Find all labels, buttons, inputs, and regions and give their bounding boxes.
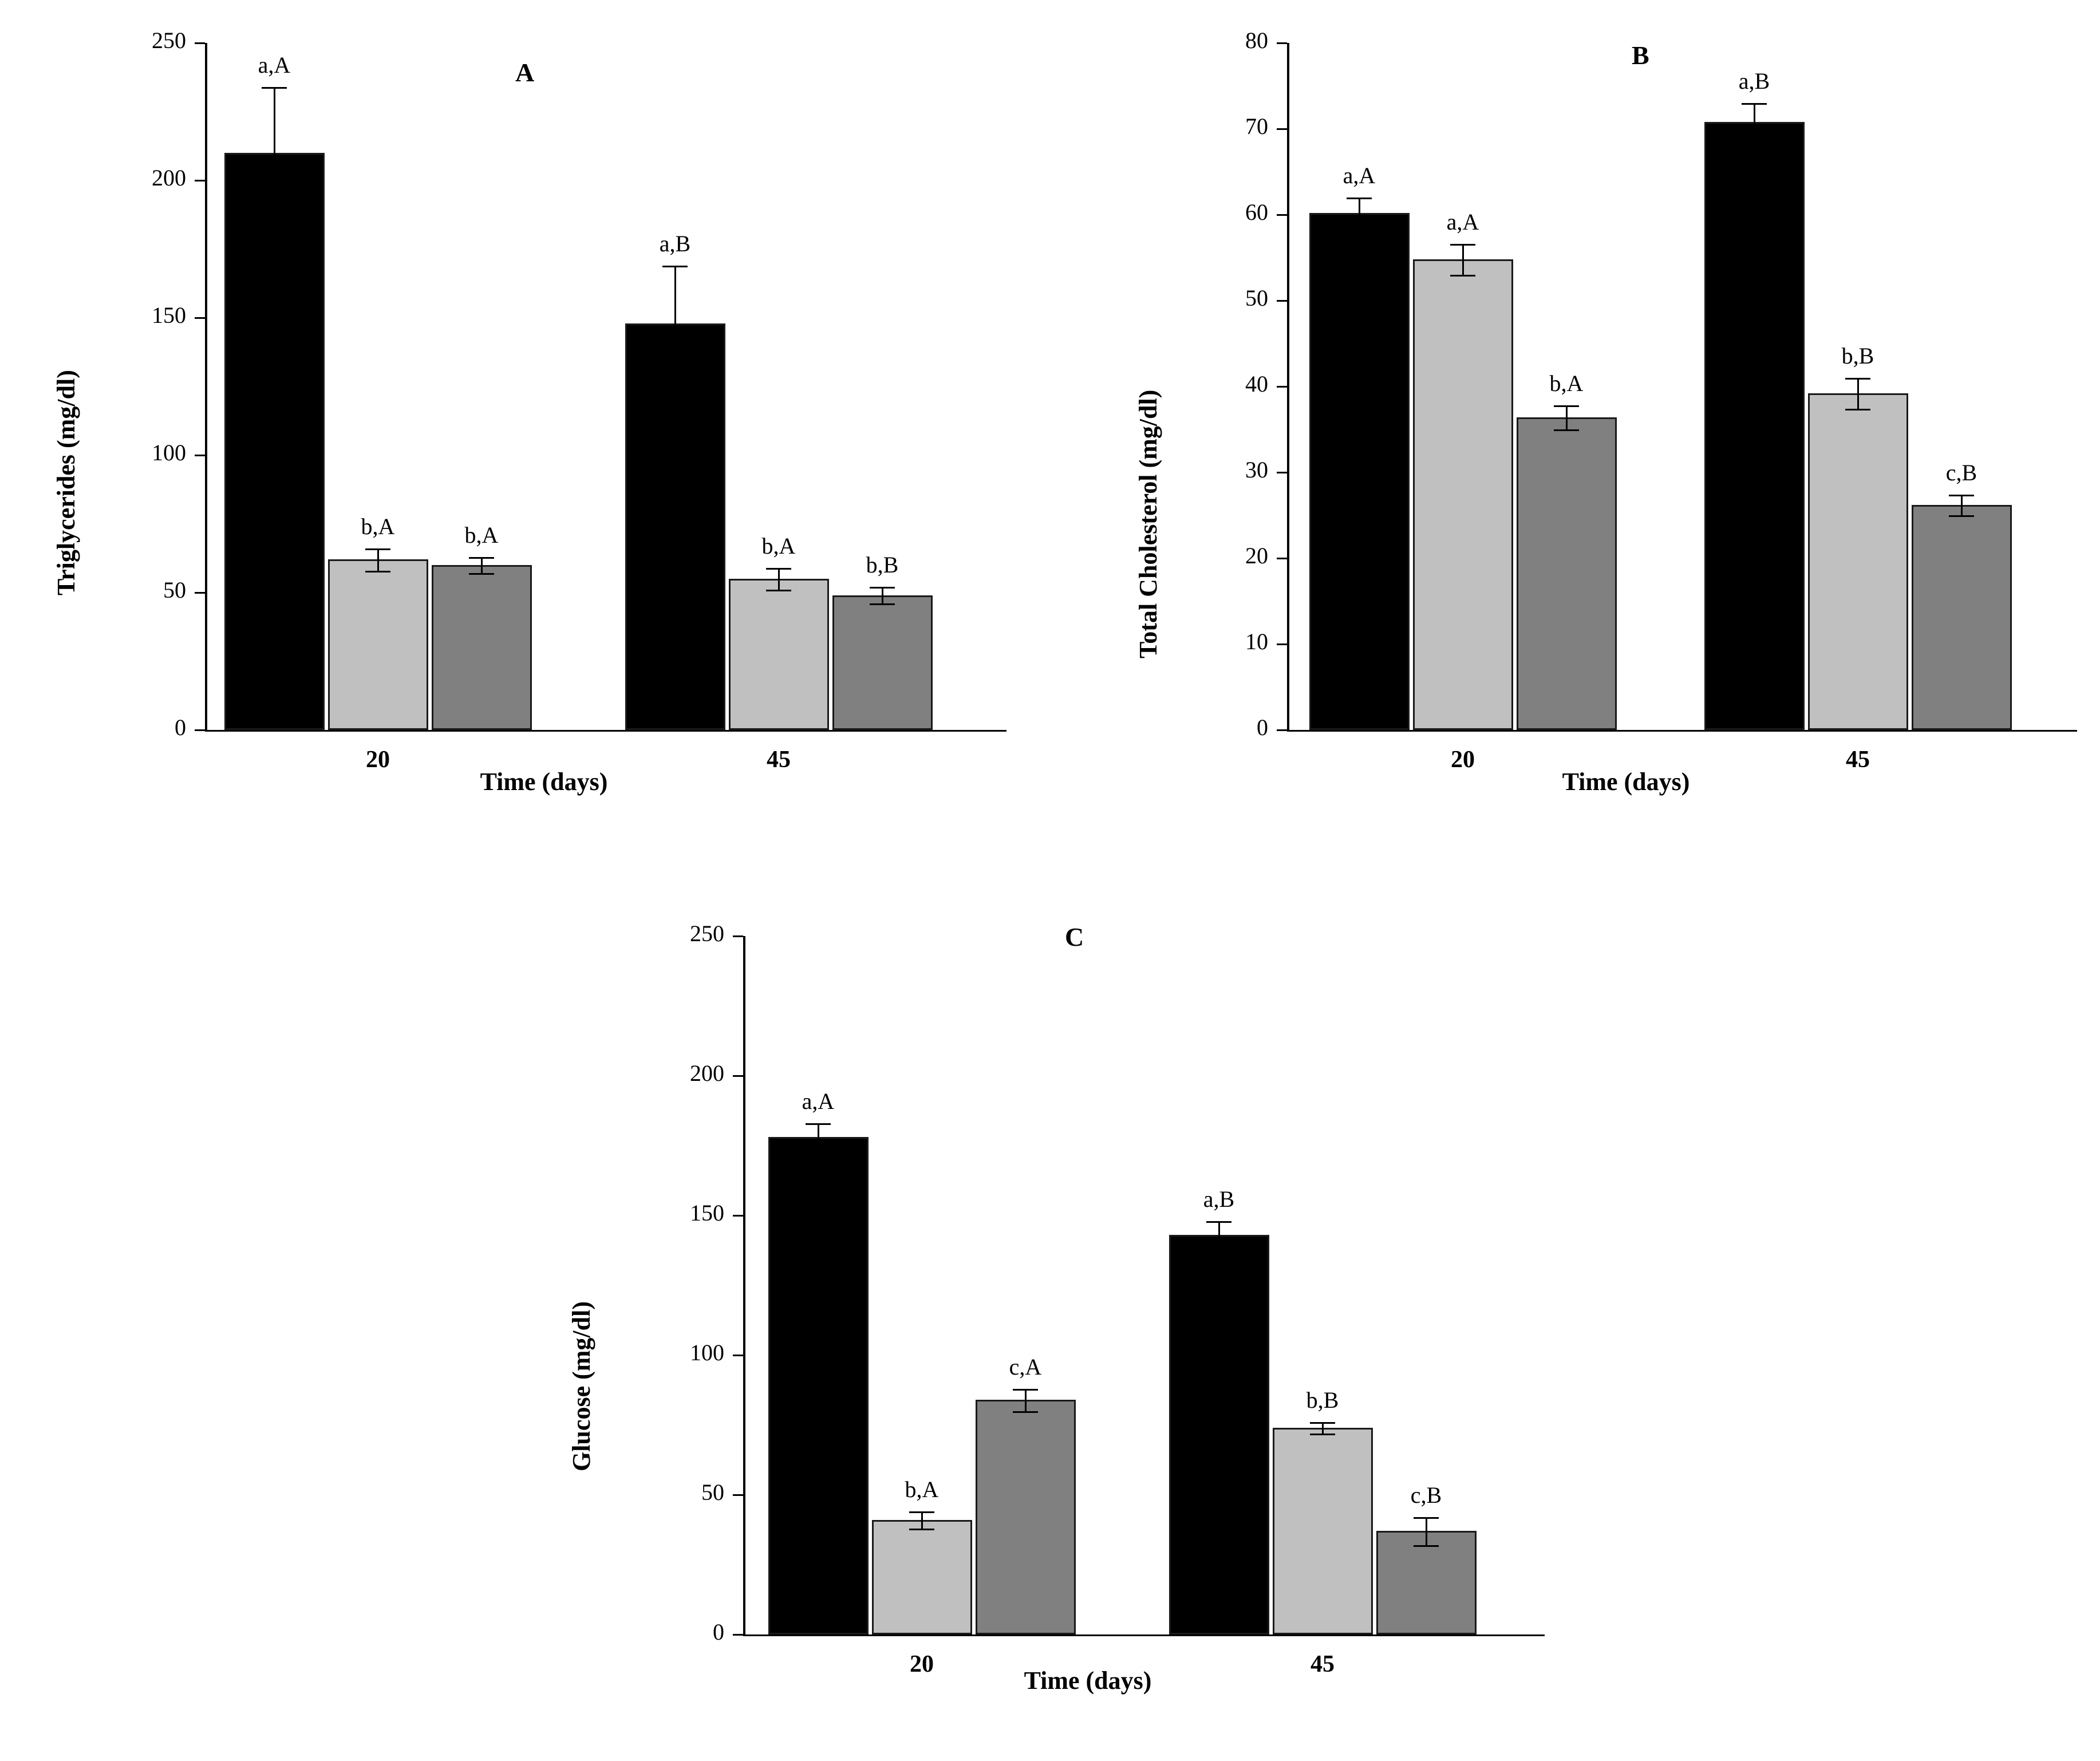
y-axis-tick bbox=[733, 1075, 743, 1077]
y-axis-tick-label: 250 bbox=[690, 921, 724, 946]
error-bar bbox=[1462, 244, 1464, 275]
y-axis-tick-label: 70 bbox=[1245, 113, 1268, 139]
significance-label: a,B bbox=[659, 230, 691, 256]
y-axis-line bbox=[743, 936, 745, 1634]
error-bar bbox=[1754, 103, 1755, 141]
bar bbox=[432, 565, 532, 730]
y-axis-tick bbox=[733, 1215, 743, 1217]
y-axis-line bbox=[1287, 43, 1289, 730]
y-axis-tick-label: 20 bbox=[1245, 543, 1268, 568]
error-bar bbox=[481, 557, 483, 574]
error-bar-cap bbox=[365, 548, 390, 550]
y-axis-tick bbox=[195, 180, 205, 181]
bar bbox=[1517, 417, 1617, 730]
error-bar-cap bbox=[766, 568, 791, 570]
significance-label: a,A bbox=[258, 52, 291, 78]
error-bar-cap bbox=[806, 1123, 831, 1125]
error-bar-cap bbox=[262, 87, 287, 89]
bar bbox=[328, 559, 428, 730]
error-bar-cap bbox=[766, 590, 791, 591]
x-axis-category-label: 45 bbox=[1846, 747, 1870, 773]
significance-label: a,A bbox=[802, 1088, 835, 1114]
y-axis-tick-label: 40 bbox=[1245, 371, 1268, 397]
chart-panel-a bbox=[34, 11, 1042, 870]
error-bar-cap bbox=[1310, 1434, 1335, 1435]
error-bar-cap bbox=[662, 266, 688, 267]
significance-label: b,B bbox=[1306, 1387, 1339, 1413]
error-bar bbox=[1025, 1389, 1027, 1411]
bar bbox=[1808, 393, 1908, 730]
y-axis-tick bbox=[1277, 386, 1287, 388]
bar bbox=[1273, 1428, 1373, 1634]
error-bar-cap bbox=[870, 603, 895, 605]
bar bbox=[224, 153, 325, 730]
bar bbox=[625, 323, 725, 730]
panel-b-x-axis-label: Time (days) bbox=[1562, 768, 1690, 796]
y-axis-tick-label: 50 bbox=[1245, 285, 1268, 311]
y-axis-tick bbox=[195, 729, 205, 731]
y-axis-tick bbox=[1277, 214, 1287, 216]
error-bar-cap bbox=[1414, 1545, 1439, 1547]
error-bar-cap bbox=[1949, 515, 1974, 517]
y-axis-tick bbox=[195, 317, 205, 319]
y-axis-tick bbox=[733, 1355, 743, 1356]
panel-a-x-axis-label: Time (days) bbox=[480, 768, 608, 796]
chart-panel-c bbox=[550, 905, 1637, 1746]
error-bar-cap bbox=[469, 557, 494, 559]
error-bar bbox=[921, 1511, 923, 1528]
error-bar-cap bbox=[1013, 1389, 1038, 1391]
bar bbox=[872, 1520, 972, 1634]
y-axis-tick-label: 250 bbox=[152, 27, 186, 53]
y-axis-tick-label: 50 bbox=[701, 1479, 724, 1505]
error-bar-cap bbox=[1347, 228, 1372, 230]
error-bar-cap bbox=[1310, 1422, 1335, 1424]
panel-c-plot-area bbox=[550, 905, 1637, 1729]
error-bar bbox=[1857, 378, 1859, 409]
panel-a-letter: A bbox=[515, 58, 535, 87]
y-axis-line bbox=[205, 43, 207, 730]
bar bbox=[729, 579, 829, 730]
y-axis-tick bbox=[195, 42, 205, 44]
y-axis-tick bbox=[1277, 729, 1287, 731]
panel-a-y-axis-label: Triglycerides (mg/dl) bbox=[52, 370, 80, 595]
y-axis-tick bbox=[1277, 643, 1287, 645]
bar bbox=[1309, 213, 1410, 730]
panel-c-x-axis-label: Time (days) bbox=[1024, 1667, 1152, 1695]
significance-label: c,A bbox=[1009, 1353, 1042, 1380]
panel-c-letter: C bbox=[1065, 922, 1084, 951]
error-bar-cap bbox=[1845, 409, 1870, 410]
error-bar-cap bbox=[806, 1151, 831, 1153]
y-axis-tick-label: 100 bbox=[690, 1340, 724, 1365]
x-axis-category-label: 45 bbox=[767, 747, 791, 773]
significance-label: c,B bbox=[1945, 460, 1977, 485]
panel-c-y-axis-label: Glucose (mg/dl) bbox=[567, 1301, 595, 1471]
x-axis-category-label: 20 bbox=[910, 1651, 934, 1677]
y-axis-tick-label: 200 bbox=[690, 1060, 724, 1086]
error-bar-cap bbox=[1347, 198, 1372, 199]
y-axis-tick-label: 150 bbox=[690, 1200, 724, 1226]
significance-label: a,A bbox=[1446, 209, 1479, 235]
y-axis-tick bbox=[733, 1634, 743, 1636]
bar bbox=[976, 1400, 1076, 1634]
error-bar bbox=[1566, 405, 1568, 429]
significance-label: b,A bbox=[464, 522, 499, 548]
bar bbox=[1413, 259, 1513, 730]
significance-label: a,B bbox=[1203, 1186, 1235, 1212]
y-axis-tick bbox=[733, 1494, 743, 1496]
error-bar-cap bbox=[1845, 378, 1870, 380]
panel-b-y-axis-label: Total Cholesterol (mg/dl) bbox=[1134, 389, 1162, 658]
y-axis-tick bbox=[733, 935, 743, 937]
panel-a-plot-area bbox=[34, 11, 1042, 870]
error-bar bbox=[1961, 495, 1963, 515]
error-bar-cap bbox=[365, 571, 390, 572]
bar bbox=[1704, 122, 1805, 730]
error-bar-cap bbox=[1206, 1249, 1231, 1251]
error-bar bbox=[882, 587, 883, 603]
bar bbox=[1169, 1235, 1269, 1634]
error-bar-cap bbox=[1742, 141, 1767, 143]
significance-label: c,B bbox=[1410, 1482, 1442, 1509]
error-bar-cap bbox=[909, 1511, 934, 1513]
y-axis-tick-label: 150 bbox=[152, 302, 186, 328]
y-axis-tick-label: 0 bbox=[1257, 714, 1268, 740]
error-bar-cap bbox=[1742, 103, 1767, 105]
x-axis-line bbox=[743, 1634, 1545, 1636]
error-bar-cap bbox=[1450, 244, 1475, 246]
significance-label: a,B bbox=[1738, 68, 1770, 94]
error-bar-cap bbox=[870, 587, 895, 589]
panel-b-plot-area bbox=[1116, 11, 2090, 870]
y-axis-tick-label: 30 bbox=[1245, 457, 1268, 483]
y-axis-tick-label: 80 bbox=[1245, 27, 1268, 53]
y-axis-tick-label: 50 bbox=[163, 577, 186, 603]
x-axis-line bbox=[205, 730, 1006, 732]
significance-label: b,B bbox=[1841, 343, 1874, 369]
x-axis-category-label: 45 bbox=[1310, 1651, 1335, 1677]
x-axis-category-label: 20 bbox=[366, 747, 390, 773]
y-axis-tick bbox=[1277, 558, 1287, 559]
bar bbox=[768, 1137, 869, 1634]
y-axis-tick bbox=[195, 455, 205, 456]
significance-label: b,A bbox=[1549, 370, 1584, 396]
y-axis-tick bbox=[1277, 128, 1287, 130]
y-axis-tick bbox=[1277, 472, 1287, 473]
error-bar-cap bbox=[909, 1529, 934, 1530]
x-axis-category-label: 20 bbox=[1451, 747, 1475, 773]
error-bar bbox=[377, 548, 379, 570]
x-axis-line bbox=[1287, 730, 2077, 732]
bar bbox=[1912, 505, 2012, 730]
panel-b-letter: B bbox=[1632, 41, 1649, 70]
error-bar bbox=[778, 568, 780, 590]
significance-label: b,A bbox=[761, 532, 796, 559]
error-bar-cap bbox=[1949, 495, 1974, 496]
y-axis-tick-label: 200 bbox=[152, 165, 186, 191]
error-bar-cap bbox=[1206, 1221, 1231, 1223]
y-axis-tick-label: 10 bbox=[1245, 629, 1268, 654]
y-axis-tick-label: 100 bbox=[152, 440, 186, 465]
error-bar bbox=[1426, 1517, 1427, 1545]
error-bar-cap bbox=[1554, 405, 1579, 407]
y-axis-tick-label: 60 bbox=[1245, 199, 1268, 225]
bar bbox=[832, 595, 933, 730]
y-axis-tick bbox=[1277, 42, 1287, 44]
error-bar bbox=[274, 87, 275, 219]
significance-label: a,A bbox=[1343, 163, 1376, 188]
y-axis-tick-label: 0 bbox=[713, 1619, 724, 1645]
y-axis-tick bbox=[195, 592, 205, 594]
y-axis-tick bbox=[1277, 300, 1287, 302]
error-bar-cap bbox=[469, 573, 494, 575]
error-bar-cap bbox=[262, 219, 287, 220]
significance-label: b,B bbox=[866, 552, 899, 578]
y-axis-tick-label: 0 bbox=[175, 714, 186, 740]
error-bar-cap bbox=[1554, 429, 1579, 431]
error-bar bbox=[1218, 1221, 1220, 1249]
significance-label: b,A bbox=[905, 1476, 939, 1503]
chart-panel-b bbox=[1116, 11, 2090, 870]
error-bar-cap bbox=[1450, 275, 1475, 277]
error-bar bbox=[818, 1123, 819, 1151]
significance-label: b,A bbox=[361, 514, 395, 540]
error-bar-cap bbox=[1414, 1517, 1439, 1519]
error-bar-cap bbox=[662, 381, 688, 382]
error-bar bbox=[1359, 198, 1360, 228]
error-bar-cap bbox=[1013, 1411, 1038, 1413]
error-bar bbox=[674, 266, 676, 381]
